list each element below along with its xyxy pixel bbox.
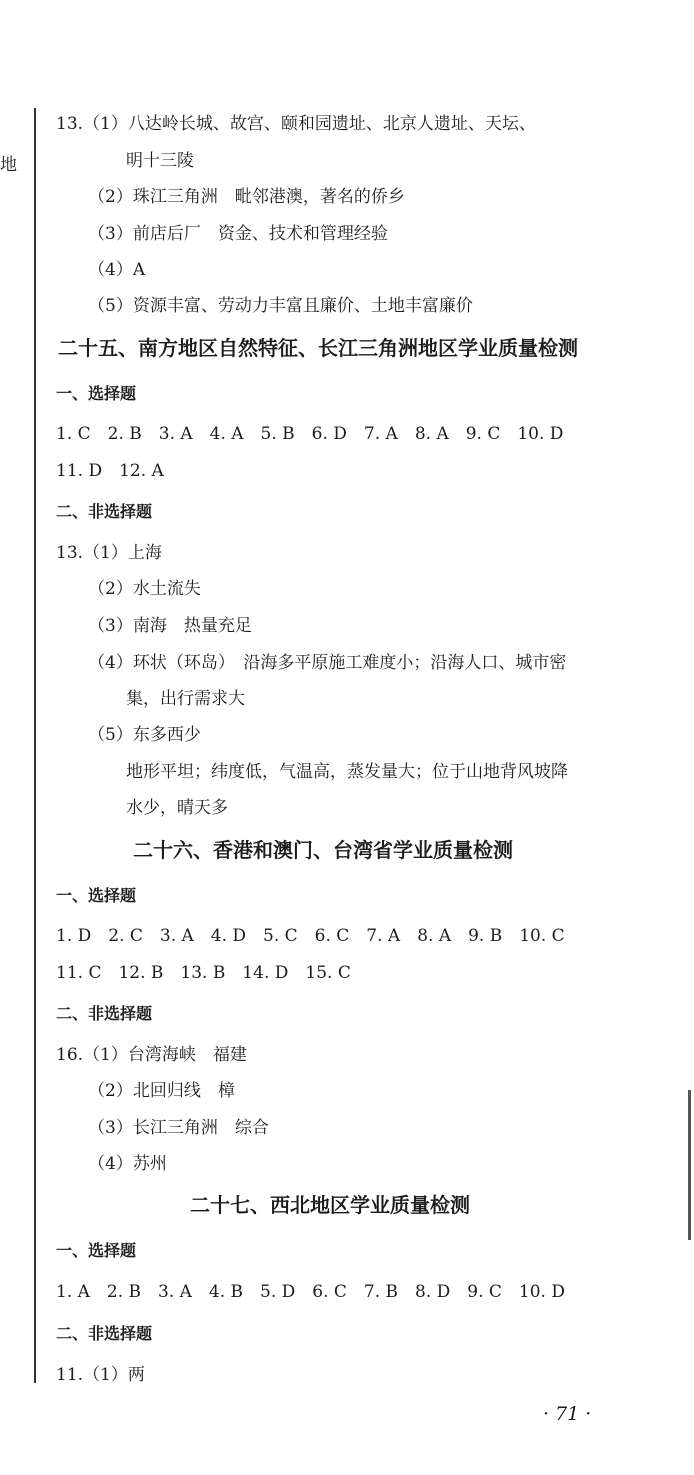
- subsection-heading: 一、选择题: [56, 886, 137, 905]
- subsection-heading: 二、非选择题: [56, 502, 153, 521]
- subsection-heading: 二、非选择题: [56, 1004, 153, 1023]
- section-heading: 二十六、香港和澳门、台湾省学业质量检测: [133, 838, 513, 862]
- left-margin-rule: [34, 108, 36, 1383]
- page-number: · 71 ·: [543, 1403, 592, 1425]
- answer-line: （4）环状（环岛） 沿海多平原施工难度小；沿海人口、城市密: [88, 653, 567, 673]
- choice-answers: 11. C 12. B 13. B 14. D 15. C: [56, 963, 351, 983]
- answer-line: （2）珠江三角洲 毗邻港澳，著名的侨乡: [88, 187, 405, 207]
- subsection-heading: 一、选择题: [56, 384, 137, 403]
- answer-line: 明十三陵: [126, 151, 194, 171]
- answer-line: 地形平坦；纬度低，气温高，蒸发量大；位于山地背风坡降: [126, 762, 568, 782]
- answer-line: （3）长江三角洲 综合: [88, 1118, 269, 1138]
- answer-line: （3）南海 热量充足: [88, 616, 252, 636]
- answer-line: 水少，晴天多: [126, 798, 228, 818]
- answer-line: （2）北回归线 樟: [88, 1081, 235, 1101]
- choice-answers: 1. D 2. C 3. A 4. D 5. C 6. C 7. A 8. A 9. B 10. C: [56, 926, 565, 946]
- edge-character: 地: [0, 155, 17, 175]
- section-heading: 二十七、西北地区学业质量检测: [190, 1193, 470, 1217]
- answer-line: （4）苏州: [88, 1154, 167, 1174]
- section-heading: 二十五、南方地区自然特征、长江三角洲地区学业质量检测: [58, 336, 578, 360]
- answer-line: （2）水土流失: [88, 579, 201, 599]
- choice-answers: 1. A 2. B 3. A 4. B 5. D 6. C 7. B 8. D 9. C 10. D: [56, 1282, 565, 1302]
- answer-line: （5）资源丰富、劳动力丰富且廉价、土地丰富廉价: [88, 296, 473, 316]
- choice-answers: 1. C 2. B 3. A 4. A 5. B 6. D 7. A 8. A 9. C 10. D: [56, 424, 564, 444]
- answer-line: 13.（1）八达岭长城、故宫、颐和园遗址、北京人遗址、天坛、: [56, 114, 536, 134]
- answer-line: （4）A: [88, 260, 146, 280]
- answer-line: （3）前店后厂 资金、技术和管理经验: [88, 224, 388, 244]
- subsection-heading: 二、非选择题: [56, 1324, 153, 1343]
- answer-line: 集，出行需求大: [126, 689, 245, 709]
- answer-line: （5）东多西少: [88, 725, 201, 745]
- right-edge-bar: [688, 1090, 691, 1240]
- answer-line: 11.（1）两: [56, 1365, 145, 1385]
- subsection-heading: 一、选择题: [56, 1241, 137, 1260]
- answer-line: 13.（1）上海: [56, 543, 162, 563]
- answer-line: 16.（1）台湾海峡 福建: [56, 1045, 247, 1065]
- choice-answers: 11. D 12. A: [56, 461, 164, 481]
